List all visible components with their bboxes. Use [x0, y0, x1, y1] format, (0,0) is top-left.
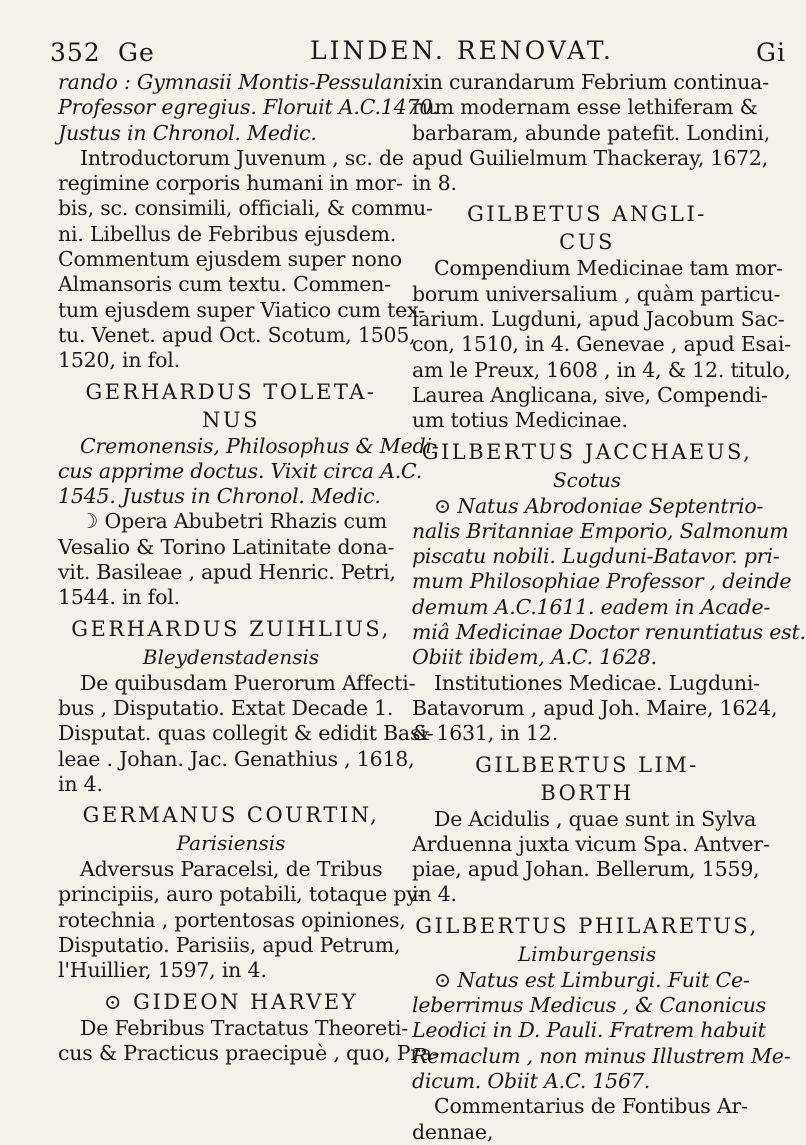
entry-heading: GERMANUS COURTIN,	[82, 803, 380, 828]
entry-heading: CUS	[559, 230, 615, 255]
text-line: Disputatio. Parisiis, apud Petrum,	[58, 933, 401, 958]
text-line: Commentum ejusdem super nono	[58, 247, 402, 272]
running-title: LINDEN. RENOVAT.	[310, 36, 614, 65]
text-line: rum modernam esse lethiferam &	[412, 95, 758, 120]
text-line: con, 1510, in 4. Genevae , apud Esai-	[412, 332, 791, 357]
entry-heading: GILBERTUS JACCHAEUS,	[421, 439, 753, 464]
entry-heading: Bleydenstadensis	[142, 644, 320, 669]
text-line: Almansoris cum textu. Commen-	[58, 272, 391, 297]
text-line: 1520, in fol.	[58, 348, 180, 373]
text-line: in 8.	[412, 171, 457, 196]
running-header	[50, 30, 786, 70]
right-column	[412, 70, 806, 1145]
text-line: ☽ Opera Abubetri Rhazis cum	[80, 509, 387, 534]
text-line: tu. Venet. apud Oct. Scotum, 1505,	[58, 322, 416, 347]
entry-heading: GILBETUS ANGLI-	[467, 202, 707, 227]
entry-heading: GILBERTUS LIM-	[475, 752, 699, 777]
text-line: De Acidulis , quae sunt in Sylva	[434, 806, 757, 831]
text-line: cus apprime doctus. Vixit circa A.C.	[58, 458, 423, 483]
text-line: larium. Lugduni, apud Jacobum Sac-	[412, 307, 785, 332]
text-line: Cremonensis, Philosophus & Medi-	[80, 433, 439, 458]
text-line: l'Huillier, 1597, in 4.	[58, 958, 267, 983]
text-line: nalis Britanniae Emporio, Salmonum	[412, 518, 789, 543]
text-line: 1545. Justus in Chronol. Medic.	[58, 484, 381, 509]
text-line: 1544. in fol.	[58, 585, 180, 610]
text-line: am le Preux, 1608 , in 4, & 12. titulo,	[412, 357, 791, 382]
text-line: Disputat. quas collegit & edidit Basi-	[58, 721, 434, 746]
text-line: Institutiones Medicae. Lugduni-	[434, 670, 760, 695]
text-line: Vesalio & Torino Latinitate dona-	[58, 534, 395, 559]
text-line: Compendium Medicinae tam mor-	[434, 256, 783, 281]
text-line: leae . Johan. Jac. Genathius , 1618,	[58, 746, 415, 771]
text-line: Justus in Chronol. Medic.	[58, 120, 317, 145]
text-line: & 1631, in 12.	[412, 721, 559, 746]
text-line: Adversus Paracelsi, de Tribus	[80, 857, 383, 882]
text-line: rotechnia , portentosas opiniones,	[58, 907, 406, 932]
page-number: 352	[50, 38, 101, 67]
text-line: Batavorum , apud Joh. Maire, 1624,	[412, 695, 778, 720]
right-catchword: Gi	[756, 38, 786, 67]
text-line: piscatu nobili. Lugduni-Batavor. pri-	[412, 544, 780, 569]
text-line: De quibusdam Puerorum Affecti-	[80, 670, 416, 695]
entry-heading: ⊙ GIDEON HARVEY	[103, 989, 359, 1014]
text-line: Professor egregius. Floruit A.C.1470.	[58, 95, 439, 120]
text-line: barbaram, abunde patefit. Londini,	[412, 120, 770, 145]
entry-heading: GILBERTUS PHILARETUS,	[415, 913, 759, 938]
text-line: bus , Disputatio. Extat Decade 1.	[58, 695, 394, 720]
entry-heading: Parisiensis	[176, 831, 286, 856]
entry-heading: NUS	[202, 407, 260, 432]
text-line: apud Guilielmum Thackeray, 1672,	[412, 145, 769, 170]
text-line: ni. Libellus de Febribus ejusdem.	[58, 221, 397, 246]
text-line: borum universalium , quàm particu-	[412, 281, 781, 306]
text-line: miâ Medicinae Doctor renuntiatus est.	[412, 620, 806, 645]
text-line: um totius Medicinae.	[412, 408, 628, 433]
text-line: vit. Basileae , apud Henric. Petri,	[58, 560, 396, 585]
text-line: in 4.	[412, 882, 457, 907]
text-line: bis, sc. consimili, officiali, & commu-	[58, 196, 433, 221]
entry-heading: Limburgensis	[517, 941, 657, 966]
text-line: Leodici in D. Pauli. Fratrem habuit	[412, 1018, 766, 1043]
entry-heading: GERHARDUS ZUIHLIUS,	[71, 616, 391, 641]
text-line: cus & Practicus praecipuè , quo, Pra-	[58, 1040, 439, 1065]
text-line: De Febribus Tractatus Theoreti-	[80, 1015, 409, 1040]
entry-heading: BORTH	[540, 780, 634, 805]
entry-heading: Scotus	[552, 467, 622, 492]
entry-heading: GERHARDUS TOLETA-	[85, 379, 377, 404]
text-line: Arduenna juxta vicum Spa. Antver-	[412, 831, 770, 856]
text-line: ⊙ Natus est Limburgi. Fuit Ce-	[434, 967, 750, 992]
text-line: rando : Gymnasii Montis-Pessulani	[58, 70, 412, 94]
text-line: leberrimus Medicus , & Canonicus	[412, 993, 767, 1018]
text-line: Introductorum Juvenum , sc. de	[80, 145, 404, 170]
text-line: ⊙ Natus Abrodoniae Septentrio-	[434, 493, 764, 518]
text-line: Remaclum , non minus Illustrem Me-	[412, 1043, 791, 1068]
text-line: mum Philosophiae Professor , deinde	[412, 569, 792, 594]
text-line: tum ejusdem super Viatico cum tex-	[58, 297, 425, 322]
text-line: demum A.C.1611. eadem in Acade-	[412, 594, 771, 619]
text-line: dennae,	[412, 1119, 494, 1144]
text-line: principiis, auro potabili, totaque py-	[58, 882, 425, 907]
text-line: Laurea Anglicana, sive, Compendi-	[412, 382, 768, 407]
left-catchword: Ge	[118, 38, 155, 67]
text-line: piae, apud Johan. Bellerum, 1559,	[412, 857, 760, 882]
text-line: regimine corporis humani in mor-	[58, 171, 403, 196]
text-line: dicum. Obiit A.C. 1567.	[412, 1068, 651, 1093]
text-line: Obiit ibidem, A.C. 1628.	[412, 645, 657, 670]
text-line: xin curandarum Febrium continua-	[412, 70, 769, 94]
text-line: Commentarius de Fontibus Ar-	[434, 1094, 748, 1119]
text-line: in 4.	[58, 771, 103, 796]
